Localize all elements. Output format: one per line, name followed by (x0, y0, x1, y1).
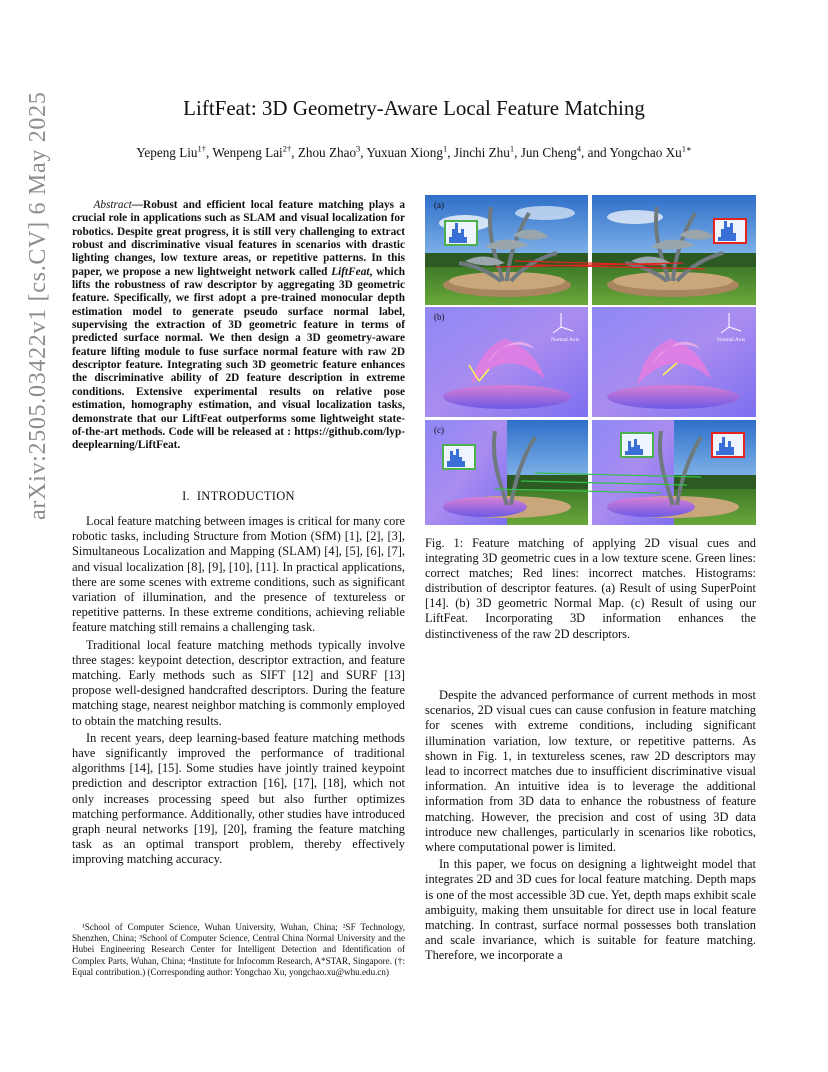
paragraph: In recent years, deep learning-based feature matching methods have significantly improved the performance of traditional algorithms [14], [15]. Some studies have jointly trained keypoint prediction and descriptor extraction [16], [17], [18], which not only increases processing speed but also further optimizes matching performance. Additionally, other studies have introduced graph neural networks [19], [20], framing the feature matching task as an optimal transport problem, thereby effectively improving matching accuracy. (72, 730, 405, 867)
author: Jinchi Zhu$^1$ (453, 143, 515, 160)
figure-1 (425, 195, 756, 525)
arxiv-identifier: arXiv:2505.03422v1 [cs.CV] 6 May 2025 (25, 91, 51, 520)
paragraph: Despite the advanced performance of current methods in most scenarios, 2D visual cues can cause confusion in feature matching for scenes with extreme conditions, including significant illumination variation, low texture, or repetitive patterns. As shown in Fig. 1, in textureless scenes, raw 2D descriptors may lead to incorrect matches due to insufficient discriminative visual information. An intuitive idea is to leverage the additional information from 3D data to enhance the robustness of feature matching. However, the precision and cost of using 3D data introduce new challenges, particularly in scenarios like robotics, where computational power is limited. (425, 688, 756, 855)
paragraph: Local feature matching between images is critical for many core robotic tasks, including Structure from Motion (SfM) [1], [2], [3], Simultaneous Localization and Mapping (SLAM) [4], [5], [6], [7], and visual localization [8], [9], [10], [11]. In practical applications, there are some scenes with extreme conditions, such as significant variation of illumination, and the presence of textureless or repetitive patterns. In these extreme conditions, achieving reliable feature matching still remains a challenging task. (72, 514, 405, 635)
author: Yepeng Liu$^{1\dagger}$ (136, 143, 207, 160)
method-name: LiftFeat (331, 265, 370, 278)
abstract-text: Robust and efficient local feature matching plays a crucial role in applications such as SLAM and visual localization for robotics. Despite great progress, it is still very challenging to extract robust and discriminative visual features in scenarios with drastic lighting changes, low texture areas, or repetitive patterns. In this paper, we propose a new lightweight network called (72, 199, 405, 278)
abstract-text: , which lifts the robustness of raw descriptor by aggregating 3D geometric feature. Specifically, we first adopt a pre-trained monocular depth estimation model to generate pseudo surface normal label, supervising the extraction of 3D geometric feature in terms of predicted surface normal. We then design a 3D geometry-aware feature lifting module to fuse surface normal feature with raw 2D descriptor feature. Integrating such 3D geometric feature enhances the discriminative ability of 2D feature description in extreme conditions. Extensive experimental results on relative pose estimation, homography estimation, and visual localization tasks, demonstrate that our LiftFeat outperforms some lightweight state-of-the-art methods. Code will be released at : https://github.com/lyp-deeplearning/LiftFeat. (72, 265, 405, 452)
panel-c (425, 420, 756, 525)
paragraph: In this paper, we focus on designing a lightweight model that integrates 2D and 3D cues for local feature matching. Depth maps is one of the most accessible 3D cue. Yet, depth maps exhibit scale ambiguity, making them unsuitable for direct use in local feature matching. In contrast, surface normal possesses both translation and scale invariance, which is suitable for feature matching. Therefore, we incorporate a (425, 857, 756, 963)
affiliation-footnote: ¹School of Computer Science, Wuhan University, Wuhan, China; ²SF Technology, Shenzhen, China; ³School of Computer Science, Central China Normal University and the Hubei Engineering Research Center for Intelligent Detection and Identification of Complex Parts, Wuhan, China; ⁴Institute for Infocomm Research, A*STAR, Singapore. (†: Equal contribution.) (Corresponding author: Yongchao Xu, yongchao.xu@whu.edu.cn) (72, 922, 405, 977)
panel-label-a: (a) (434, 200, 444, 210)
figure-caption: Fig. 1: Feature matching of applying 2D visual cues and integrating 3D geometric cues in a low texture scene. Green lines: correct matches; Red lines: incorrect matches. Histograms: distribution of descriptor features. (a) Result of using SuperPoint [14]. (b) 3D geometric Normal Map. (c) Result of using our LiftFeat. Incorporating 3D information enhances the distinctiveness of the raw 2D descriptors. (425, 536, 756, 641)
panel-a (425, 195, 756, 305)
author: Zhou Zhao$^3$ (297, 143, 361, 160)
panel-label-c: (c) (434, 425, 444, 435)
author: Wenpeng Lai$^{2\dagger}$ (212, 143, 292, 160)
abstract-label: Abstract (93, 199, 132, 211)
paper-title: LiftFeat: 3D Geometry-Aware Local Feature Matching (183, 96, 645, 120)
panel-b (425, 307, 756, 417)
paragraph: Traditional local feature matching methods typically involve three stages: keypoint detection, descriptor extraction, and feature matching. Early methods such as SIFT [12] and SURF [13] propose well-designed handcrafted descriptors. During the feature matching stage, nearest neighbor matching is commonly employed to obtain the matching results. (72, 637, 405, 728)
normal-axis-label: Normal Axis (717, 337, 746, 343)
intro-body-right (425, 688, 756, 966)
normal-axis-label: Normal Axis (551, 337, 580, 343)
panel-label-b: (b) (434, 312, 445, 322)
intro-body-left (72, 514, 405, 870)
section-heading: I. INTRODUCTION (182, 489, 295, 503)
abstract: Abstract—Robust and efficient local feature matching plays a crucial role in applications such as SLAM and visual localization for robotics. Despite great progress, it is still very challenging to extract robust and discriminative visual features in scenarios with drastic lighting changes, low texture areas, or repetitive patterns. In this paper, we propose a new lightweight network called LiftFeat, which lifts the robustness of raw descriptor by aggregating 3D geometric feature. Specifically, we first adopt a pre-trained monocular depth estimation model to generate pseudo surface normal label, supervising the extraction of 3D geometric feature in terms of predicted surface normal. We then design a 3D geometry-aware feature lifting module to fuse surface normal feature with raw 2D descriptor feature. Integrating such 3D geometric feature enhances the discriminative ability of 2D feature description in extreme conditions. Extensive experimental results on relative pose estimation, homography estimation, and visual localization tasks, demonstrate that our LiftFeat outperforms some lightweight state-of-the-art methods. Code will be released at : https://github.com/lyp-deeplearning/LiftFeat. (72, 199, 405, 452)
author: Jun Cheng$^4$ (520, 143, 581, 160)
author: Yuxuan Xiong$^1$ (366, 143, 448, 160)
author: Yongchao $Xu^{1∗}$ (609, 143, 692, 160)
author-list: Yepeng Liu$^{1\dagger}$, Wenpeng Lai$^{2\dagger}$, Zhou Zhao$^3$, Yuxuan Xiong$^1$, Jinchi Zhu$^1$, Jun Cheng$^4$, and Yongchao $Xu^{1∗}$ (136, 143, 692, 160)
